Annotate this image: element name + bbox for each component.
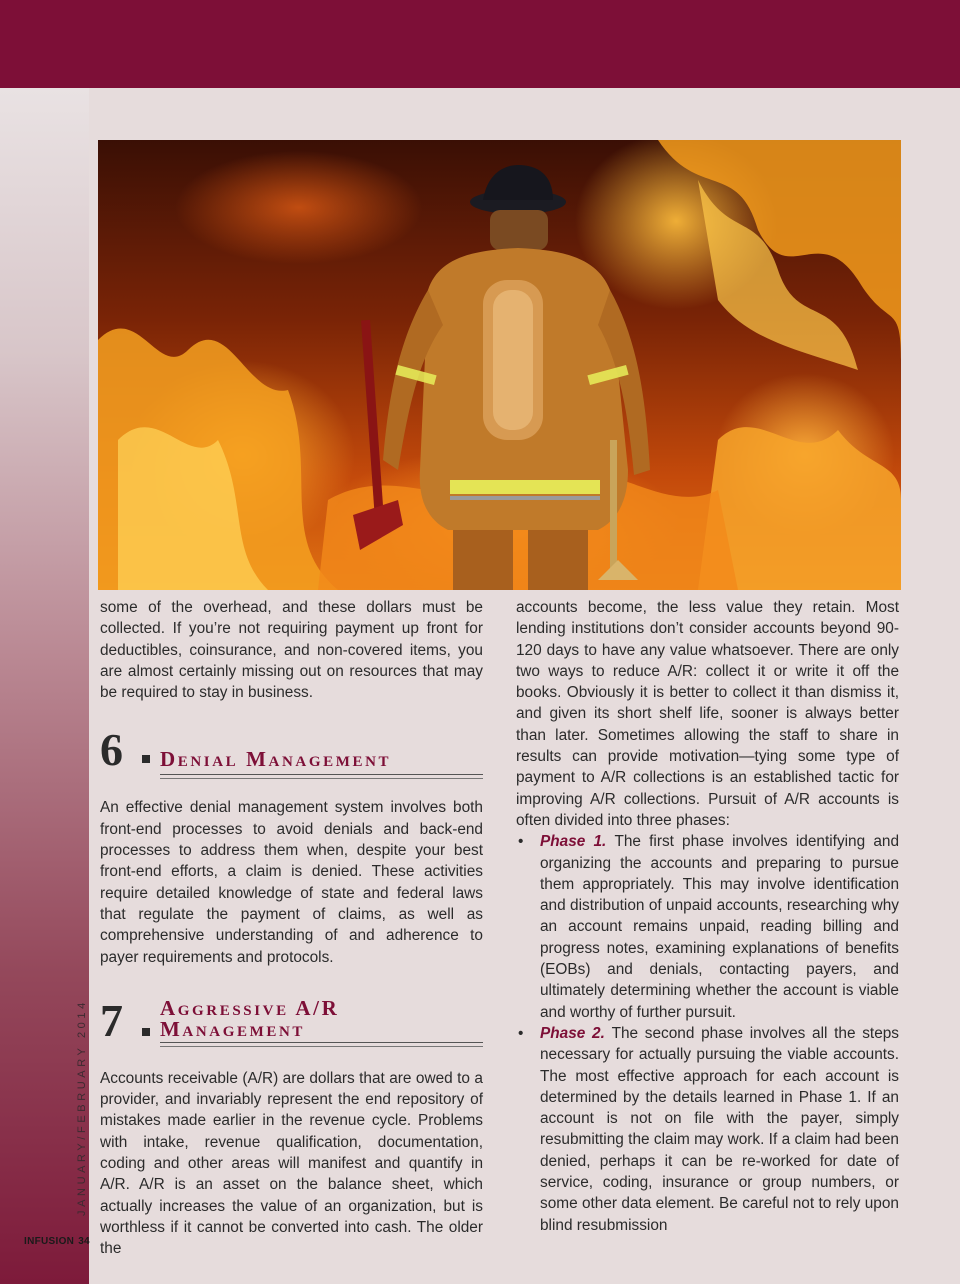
- section-6-number: 6: [100, 724, 123, 776]
- section-6-heading: [100, 724, 483, 781]
- footer-logo: [24, 1236, 90, 1247]
- section-7-dot: [142, 1028, 150, 1036]
- section-6-rule: [160, 774, 483, 775]
- magazine-logo: INFUSION: [24, 1236, 75, 1247]
- section-7-number: 7: [100, 994, 123, 1046]
- phase-1-item: [516, 831, 899, 1023]
- right-paragraph: accounts become, the less value they retain. Most lending institutions don’t consider accounts beyond 90-120 days to have any value whatsoever. There are only two ways to reduce A/R: collect it or write it off the books. Obviously it is better to collect it than dismiss it, and given its short shelf life, sooner is always better than later. Sometimes allowing the staff to share in results can provide motivation—tying some type of payment to A/R collections is an established tactic for improving A/R collections. Pursuit of A/R accounts is often divided into three phases:: [516, 599, 899, 829]
- phase-2-label: Phase 2.: [540, 1024, 612, 1042]
- section-7-heading: [100, 990, 483, 1048]
- firefighter-photo: [98, 140, 901, 590]
- section-7-rule: [160, 1042, 483, 1043]
- phase-2-text: The second phase involves all the steps necessary for actually pursuing the viable accounts. The most effective approach for each account is determined by the details learned in Phase 1. If an account is not on file with the payer, simply resubmitting the claim may work. If a claim had been denied, perhaps it can be re-worked for date of service, coding, insurance or group numbers, or some other data element. Be careful not to rely upon blind resubmission: [540, 1024, 900, 1234]
- section-7-rule-lower: [160, 1046, 483, 1047]
- left-column: [100, 597, 483, 1260]
- page-number: 34: [78, 1236, 90, 1247]
- right-column: [516, 597, 899, 1236]
- section-7-title-line2: Management: [160, 1016, 305, 1041]
- intro-paragraph: some of the overhead, and these dollars must be collected. If you’re not requiring payment up front for deductibles, coinsurance, and non-covered items, you are almost certainly missing out on resources that may be required to stay in business.: [100, 599, 483, 702]
- phase-1-label: Phase 1.: [540, 833, 615, 851]
- phase-2-item: [516, 1023, 899, 1236]
- section-6-dot: [142, 755, 150, 763]
- section-6-body: An effective denial management system involves both front-end processes to avoid denials and back-end processes to address them when, despite your best front-end efforts, a claim is denied. These activities require detailed knowledge of state and federal laws that regulate the payment of claims, as well as comprehensive understanding of and adherence to payer requirements and protocols.: [100, 799, 483, 966]
- phase-1-text: The first phase involves identifying and organizing the accounts and preparing to pursue them appropriately. This may involve identification and distribution of unpaid accounts, researching why an account remains unpaid, reading billing and progress notes, examining explanations of benefits (EOBs) and denials, contacting payers, and ultimately determining whether the account is viable and worthy of further pursuit.: [540, 833, 899, 1021]
- top-banner: [0, 0, 960, 88]
- section-6-title: Denial Management: [160, 747, 392, 772]
- firefighter-in-flames-photo: [98, 140, 901, 590]
- issue-date: JANUARY/FEBRUARY 2014: [76, 999, 88, 1216]
- section-6-rule-lower: [160, 778, 483, 779]
- phases-list: [516, 831, 899, 1236]
- bullet-icon: •: [518, 1024, 524, 1042]
- section-7-title-line1: Aggressive A/R: [160, 995, 340, 1020]
- bullet-icon: •: [518, 833, 524, 851]
- section-7-body: Accounts receivable (A/R) are dollars that are owed to a provider, and invariably represent the end repository of mistakes made earlier in the revenue cycle. Problems with intake, revenue qualification, documentation, coding and other areas will manifest and quantify in A/R. A/R is an asset on the balance sheet, which actually increases the value of an organization, but is worthless if it cannot be converted into cash. The older the: [100, 1069, 483, 1258]
